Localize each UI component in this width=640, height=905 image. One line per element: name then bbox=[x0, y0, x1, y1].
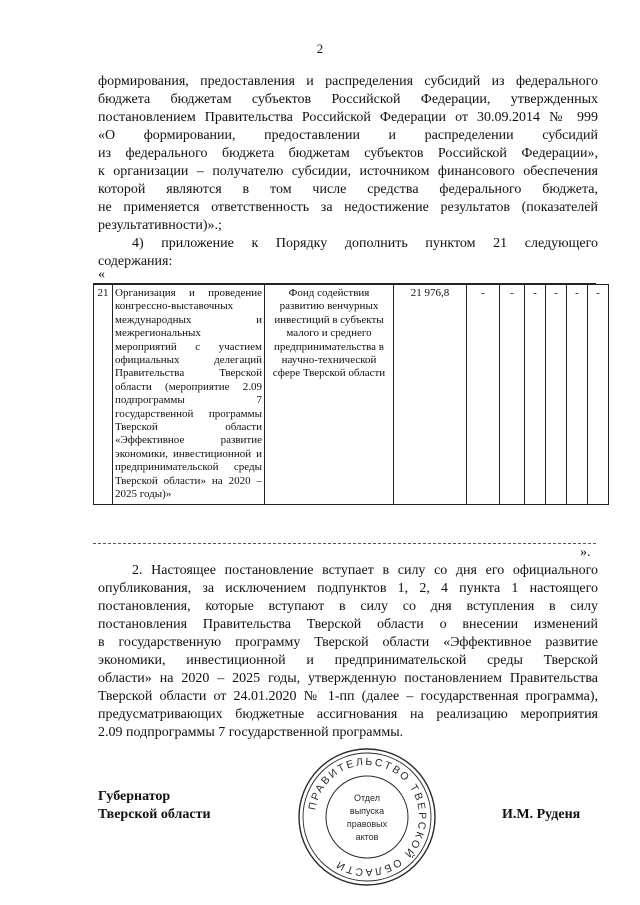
signatory-title bbox=[98, 788, 211, 824]
intro-paragraph bbox=[98, 73, 598, 235]
item4-paragraph bbox=[98, 235, 598, 271]
text-line: содержания: bbox=[98, 254, 173, 269]
signatory-title-line: Тверской области bbox=[98, 807, 211, 822]
cell-dash: - bbox=[546, 285, 567, 505]
quote-close-mark: ». bbox=[580, 545, 591, 560]
text-line: постановления, которые вступают в силу со дня вступления в силу bbox=[98, 599, 598, 614]
appendix-table bbox=[93, 284, 609, 505]
text-line: бюджета бюджетам субъектов Российской Федерации, утвержденных bbox=[98, 92, 598, 107]
stamp-center-text: выпуска bbox=[349, 806, 385, 816]
stamp-ring-text: ПРАВИТЕЛЬСТВО ТВЕРСКОЙ ОБЛАСТИ bbox=[306, 755, 429, 879]
signatory-name: И.М. Руденя bbox=[502, 807, 581, 822]
text-line: предусматривающих бюджетные ассигнования на реализацию мероприятия bbox=[98, 707, 598, 722]
text-line: не применяется ответственность за недостижение результатов (показателей bbox=[98, 200, 598, 215]
cell-dash: - bbox=[567, 285, 588, 505]
stamp-ring bbox=[303, 753, 431, 881]
item2-paragraph bbox=[98, 562, 598, 742]
text-line: экономики, инвестиционной и предпринимательской среды Тверской bbox=[98, 653, 598, 668]
text-line: которой являются в том числе средства федерального бюджета, bbox=[98, 182, 598, 197]
cell-dash: - bbox=[500, 285, 525, 505]
cell-dash: - bbox=[588, 285, 609, 505]
text-line: 2. Настоящее постановление вступает в силу со дня его официального bbox=[132, 563, 598, 578]
text-line: постановлением Правительства Российской Федерации от 30.09.2014 № 999 bbox=[98, 110, 598, 125]
text-line: «О формировании, предоставлении и распределении субсидий bbox=[98, 128, 598, 143]
stamp-center-text: актов bbox=[355, 832, 379, 842]
stamp-outer-ring bbox=[299, 749, 435, 885]
stamp-inner-ring bbox=[326, 776, 408, 858]
cell-activity-name: Организация и проведение конгрессно-выставочных международных и межрегиональных мероприятий с участием официальных делегаций Правительства Тверской области (мероприятие 2.09 подпрограммы 7 государственной программы Тверской области «Эффективное развитие экономики, инвестиционной и предпринимательской среды Тверской области» на 2020 – 2025 годы)» bbox=[113, 285, 265, 505]
stamp-center-text: Отдел bbox=[353, 793, 381, 803]
official-stamp bbox=[296, 746, 438, 888]
cell-recipient: Фонд содействия развитию венчурных инвестиций в субъекты малого и среднего предпринимательства в научно-технической сфере Тверской области bbox=[265, 285, 394, 505]
stamp-center-text: правовых bbox=[346, 819, 388, 829]
page-number: 2 bbox=[316, 41, 324, 56]
text-line: области» на 2020 – 2025 годы, утвержденную постановлением Правительства bbox=[98, 671, 598, 686]
text-line: из федерального бюджета бюджетам субъектов Российской Федерации», bbox=[98, 146, 598, 161]
text-line: к организации – получателю субсидии, источником финансового обеспечения bbox=[98, 164, 598, 179]
table-row bbox=[94, 285, 609, 505]
text-line: постановления Правительства Тверской области о внесении изменений bbox=[98, 617, 598, 632]
signatory-title-line: Губернатор bbox=[98, 789, 171, 804]
text-line: Тверской области от 24.01.2020 № 1-пп (далее – государственная программа), bbox=[98, 689, 598, 704]
text-line: формирования, предоставления и распределения субсидий из федерального bbox=[98, 74, 598, 89]
text-line: в государственную программу Тверской области «Эффективное развитие bbox=[98, 635, 598, 650]
text-line: 2.09 подпрограммы 7 государственной программы. bbox=[98, 725, 404, 740]
text-line: результативности)».; bbox=[98, 218, 222, 233]
table-bottom-rule bbox=[93, 543, 596, 544]
cell-number: 21 bbox=[94, 285, 113, 505]
text-line: опубликования, за исключением подпунктов 1, 2, 4 пункта 1 настоящего bbox=[98, 581, 598, 596]
quote-open-mark: « bbox=[98, 267, 105, 282]
cell-dash: - bbox=[467, 285, 500, 505]
cell-dash: - bbox=[525, 285, 546, 505]
cell-amount: 21 976,8 bbox=[394, 285, 467, 505]
text-line: 4) приложение к Порядку дополнить пунктом 21 следующего bbox=[132, 236, 598, 251]
